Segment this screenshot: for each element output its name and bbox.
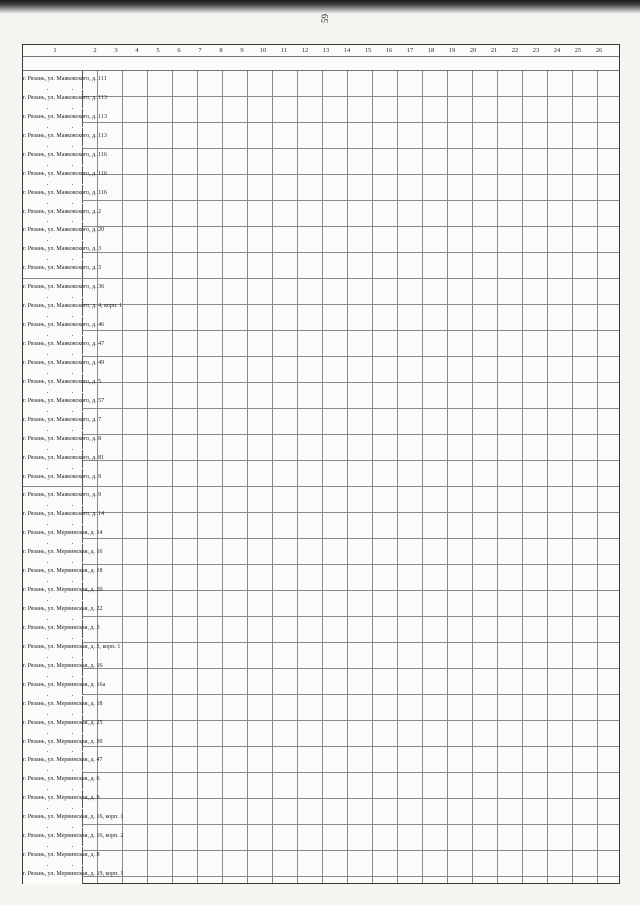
row-address-label: г. Рязань, ул. Маяковского, д. 5 [23, 374, 83, 392]
row-address-label: г. Рязань, ул. Маяковского, д. 81 [23, 450, 83, 468]
column-caption-row [23, 57, 619, 71]
column-number: 25 [574, 47, 582, 54]
column-number: 5 [156, 47, 160, 54]
scan-edge-shadow [0, 0, 640, 14]
column-number: 17 [406, 47, 414, 54]
column-number: 6 [177, 47, 181, 54]
row-address-label: г. Рязань, ул. Мервинская, д. 25 [23, 715, 83, 733]
row-address-label: г. Рязань, ул. Мервинская, д. 8 [23, 847, 83, 865]
row-address-label: г. Рязань, ул. Маяковского, д. 113 [23, 109, 83, 127]
column-number: 18 [427, 47, 435, 54]
row-address-label: г. Рязань, ул. Маяковского, д. 3 [23, 241, 83, 259]
column-number: 16 [385, 47, 393, 54]
row-address-label: г. Рязань, ул. Маяковского, д. 9 [23, 487, 83, 505]
row-address-label: г. Рязань, ул. Мервинская, д. 19, корп. 1 [23, 866, 83, 884]
row-address-label: г. Рязань, ул. Мервинская, д. 18 [23, 563, 83, 581]
row-address-label: г. Рязань, ул. Мервинская, д. 14 [23, 525, 83, 543]
row-address-label: г. Рязань, ул. Мервинская, д. 16а [23, 677, 83, 695]
column-number: 4 [135, 47, 139, 54]
column-number: 10 [259, 47, 267, 54]
column-number: 3 [114, 47, 118, 54]
row-address-label: г. Рязань, ул. Маяковского, д. 47 [23, 336, 83, 354]
row-address-label: г. Рязань, ул. Маяковского, д. 57 [23, 393, 83, 411]
row-address-label: г. Рязань, ул. Маяковского, д. 9 [23, 469, 83, 487]
row-address-label: г. Рязань, ул. Мервинская, д. 9 [23, 790, 83, 808]
row-address-label: г. Рязань, ул. Маяковского, д. 111 [23, 71, 83, 89]
row-address-label: г. Рязань, ул. Мервинская, д. 3, корп. 1 [23, 639, 83, 657]
column-number: 13 [322, 47, 330, 54]
row-address-label: г. Рязань, ул. Маяковского, д. 14 [23, 506, 83, 524]
row-address-label: г. Рязань, ул. Маяковского, д. 20 [23, 222, 83, 240]
page-number: 59 [320, 14, 330, 23]
row-address-label: г. Рязань, ул. Маяковского, д. 116 [23, 166, 83, 184]
row-address-label: г. Рязань, ул. Мервинская, д. 16, корп. 1 [23, 809, 83, 827]
row-address-label: г. Рязань, ул. Маяковского, д. 4, корп. 1 [23, 298, 83, 316]
row-address-label: г. Рязань, ул. Маяковского, д. 8 [23, 431, 83, 449]
column-number: 24 [553, 47, 561, 54]
row-address-label: г. Рязань, ул. Мервинская, д. 3 [23, 620, 83, 638]
column-number: 26 [595, 47, 603, 54]
column-number: 15 [364, 47, 372, 54]
column-number: 1 [53, 47, 57, 54]
row-address-label: г. Рязань, ул. Маяковского, д. 116 [23, 147, 83, 165]
row-address-label: г. Рязань, ул. Маяковского, д. 49 [23, 355, 83, 373]
row-address-label: г. Рязань, ул. Мервинская, д. 18 [23, 696, 83, 714]
column-number: 20 [469, 47, 477, 54]
row-address-label: г. Рязань, ул. Мервинская, д. 16, корп. 2 [23, 828, 83, 846]
row-address-label: г. Рязань, ул. Мервинская, д. 30 [23, 734, 83, 752]
table-grid [23, 71, 619, 883]
row-address-label: г. Рязань, ул. Маяковского, д. 3 [23, 260, 83, 278]
row-address-label: г. Рязань, ул. Маяковского, д. 7 [23, 412, 83, 430]
column-number: 11 [280, 47, 288, 54]
column-number: 12 [301, 47, 309, 54]
column-number: 23 [532, 47, 540, 54]
row-address-label: г. Рязань, ул. Маяковского, д. 116 [23, 185, 83, 203]
row-address-label: г. Рязань, ул. Мервинская, д. 20 [23, 582, 83, 600]
row-address-label: г. Рязань, ул. Маяковского, д. 46 [23, 317, 83, 335]
column-number: 2 [93, 47, 97, 54]
column-number: 9 [240, 47, 244, 54]
row-address-label: г. Рязань, ул. Маяковского, д. 2 [23, 204, 83, 222]
row-address-label: г. Рязань, ул. Маяковского, д. 113 [23, 128, 83, 146]
column-number: 7 [198, 47, 202, 54]
column-number-header [23, 45, 619, 57]
column-number: 19 [448, 47, 456, 54]
row-address-label: г. Рязань, ул. Мервинская, д. 6 [23, 771, 83, 789]
row-address-label: г. Рязань, ул. Маяковского, д. 113 [23, 90, 83, 108]
column-number: 22 [511, 47, 519, 54]
row-address-label: г. Рязань, ул. Мервинская, д. 16 [23, 544, 83, 562]
row-address-label: г. Рязань, ул. Мервинская, д. 22 [23, 601, 83, 619]
column-number: 8 [219, 47, 223, 54]
row-address-label: г. Рязань, ул. Мервинская, д. 16 [23, 658, 83, 676]
row-address-label: г. Рязань, ул. Мервинская, д. 47 [23, 752, 83, 770]
column-number: 14 [343, 47, 351, 54]
register-table [22, 44, 620, 884]
row-address-label: г. Рязань, ул. Маяковского, д. 36 [23, 279, 83, 297]
column-number: 21 [490, 47, 498, 54]
